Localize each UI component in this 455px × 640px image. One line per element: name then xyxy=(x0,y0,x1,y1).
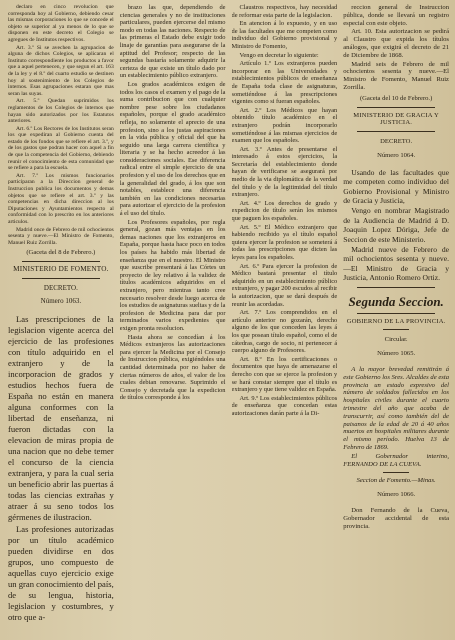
article-paragraph: Art. 7.º Los comprendidos en el artículo anterior no gozarán, derecho alguno de los que conceden las leyes á los que posean título español, como el de cátedras, cargo de socio, ni pertenecer á cuerpo alguno de Profesores. xyxy=(231,309,338,355)
article-paragraph: Vengo en decretar lo siguiente: xyxy=(239,51,319,59)
article-paragraph: Art. 6.º Los Rectores de los Institutos seran los que expediran al Gobierno cuenta del estado de los fondos que se refiere el art. 3.º, y de los gastos que podran hacer con aquel a fin de que la competencia del Gobierno, debiendo reunir el conocimiento de esta comunidad que se refiere a para la escuela. xyxy=(8,125,114,172)
article-paragraph: Don Fernando de la Cueva, Gobernador accidental de esta provincia. xyxy=(343,506,449,530)
document-number: Número 1065. xyxy=(377,350,416,358)
article-paragraph: reccion general de Instruccion pública, donde se llevará un registro especial con este objeto. xyxy=(343,4,449,27)
article-paragraph: Art. 7.º Los mismos funcionarios participaran a la Direccion general de Instruccion publica los documentos y demas objetos que se refiere el art. 3.º y las competencias en dicha direccion al los Diputaciones y Ayuntamientos respecto al conformidad con lo prescrito en los anteriores articulos. xyxy=(8,172,114,225)
article-paragraph: Madrid once de Febrero de mil ochocientos sesenta y nueve.—El Ministro de Fomento, Manuel Ruiz Zorrilla. xyxy=(8,226,114,246)
article-paragraph: Artículo 1.º Los extranjeros pueden incorporar en las Universidades y establecimientos públicos de enseñanza de España toda clase de asignaturas, sometiéndose á las prescripciones vigentes como si fueran españoles. xyxy=(231,60,338,106)
article-paragraph: Art. 5.º Quedan suprimidos los reglamentos de los Colegios de internos que hayan sido autorizados por los Estatutos anteriores. xyxy=(8,98,114,125)
article-paragraph: Los grados académicos exigen de todos los casos el examen y el pago de la suma contribucion que con cualquier nombre pese sobre los ciudadanos españoles, porque el grado académico refleja, no solamente el aprecio de una profesion, sino a los justas aspiraciones en la vida pública y oficial del que ha seguido una larga carrera científica y literaria y se ha hecho acreedor á las consideraciones sociales. Ese diferencia radical entre el simple ejercicio de una profesion y el uso de los derechos que en la generalidad del grado, á los que son notables, establece una diferencia también en las condiciones necesarias para autorizar el ejercicio de la profesion á el uso del título. xyxy=(119,80,226,218)
decree-paragraph: Madrid nueve de Febrero de mil ochocientos sesenta y nueve.—El Ministro de Gracia y Justicia, Antonio Romero Ortiz. xyxy=(343,245,449,283)
column-3 xyxy=(232,4,338,636)
column-2 xyxy=(120,4,226,636)
divider-rule xyxy=(22,278,100,279)
document-number: Número 1066. xyxy=(377,491,416,499)
divider-rule xyxy=(357,287,435,288)
section-title: Segunda Seccion. xyxy=(348,293,444,309)
divider-rule xyxy=(357,313,435,314)
article-paragraph: Art. 4.º Los derechos de grado y expedicion de título serán los mismos que paguen los españoles. xyxy=(231,199,338,223)
ministry-heading: GOBIERNO DE LA PROVINCIA. xyxy=(346,317,446,325)
article-paragraph: Art. 5.º El Médico extranjero que habiendo recibido ya el título español quiera ejercer la profesion se someterá á todas las prescripciones que dicten las leyes para los españoles. xyxy=(231,223,338,261)
article-paragraph: Art. 2.º Los Médicos que hayan obtenido título académico en el extranjero podrán incorporarlo sometiéndose á las mismas ejercicios de examen que los españoles. xyxy=(231,106,338,145)
column-4 xyxy=(343,4,449,636)
subsection-label: Seccion de Fomento.—Minas. xyxy=(356,477,436,485)
column-1 xyxy=(8,4,114,636)
article-paragraph: En atencion á lo expuesto, y en uso de las facultades que me competen como individuo del Gobierno provisional y Ministro de Fomento, xyxy=(231,20,338,50)
circular-paragraph: El Gobernador interino, FERNANDO DE LA CUEVA. xyxy=(343,452,449,468)
article-paragraph: Hasta ahora se concedían á los Médicos extranjeros las autorizaciones para ejercer la Medicina por el Consejo de Instruccion pública, exigiéndoles una cantidad determinada por no haber de ciertas números de años, el valor de los cuales debian renovarse. Suprimido el Consejo y decretada que la expedicion de títulos corresponde á los xyxy=(119,333,226,402)
circular-paragraph: A la mayor brevedad remitirán á este Gobierno los Sres. Alcaldes de esta provincia un estado expresivo del número de soldados fallecidos en los hospitales civiles durante el cuarto trimestre del año que acaba de transcurrir, así como también del de paisanos de la edad de 20 á 40 años muertos en hospitales militares durante el mismo período. Huelva 13 de Febrero de 1869. xyxy=(343,366,449,451)
article-paragraph: Los Profesores españoles, por regla general, gozan más ventajas en los demas naciones que los extranjeros en España, porque hasta hace poco en todos los países ha habido más libertad de enseñanza que en el nuestro. El Ministro que suscribe presentará á las Córtes un proyecto de ley relativo á la validez de títulos académicos adquiridos en el extranjero, pero mientras tanto cree necesario resolver desde luego acerca de los estudios de asignaturas sueltas y de la profesion de Medicina para dar por terminados varios expedientes que exigen pronta resolucion. xyxy=(119,218,226,332)
divider-rule xyxy=(357,131,435,132)
decree-paragraph: Las prescripciones de la legislacion vigente acerca del ejercicio de las profesiones con título adquirido en el extranjero y de la incorporacion de grados y estudios hechos fuera de España no están en manera alguna conformes con la libertad de enseñanza, ni fueron dictadas con la elevacion de miras propia de una nacion que no debe temer el concurso de la ciencia extranjera, y para la cual seria un beneficio abrir las puertas á todas las ciencias extrañas y atraer á su seno todos los gérmenes de ilustracion. xyxy=(8,313,114,522)
decree-paragraph: Vengo en nombrar Magistrado de la Audiencia de Madrid á D. Joaquin Lopez Dóriga, Jefe de Seccion de este Ministerio. xyxy=(343,206,449,244)
document-number: Número 1063. xyxy=(40,297,82,306)
gazette-citation: (Gaceta del 8 de Febrero.) xyxy=(26,249,96,257)
decree-paragraph: Las profesiones autorizadas por un título académico pueden dividirse en dos grupos, uno compuesto de aquellas cuyo ejercicio exige un gran conocimiento del país, de su lengua, historia, legislacion y costumbres, y otro que a- xyxy=(8,523,114,622)
decree-paragraph: Usando de las facultades que me competen como individuo del Gobierno Provisional y Ministro de Gracia y Justicia, xyxy=(343,167,449,205)
article-paragraph: Art. 3.º Antes de presentarse el interesado á estos ejercicios, la Secretaría del establecimiento donde hayan de verificarse se asegurará por medio de la via diplomática de la verdad del título y de la legitimidad del título extranjero. xyxy=(231,145,338,199)
divider-rule xyxy=(383,329,409,330)
article-paragraph: Art. 8.º En los certificaciones o documentos que haya de amenazarse el derecho con que se ejerce la profesion y se hará constar siempre que el título es extranjero y que tiene validez en España. xyxy=(231,355,338,394)
article-paragraph: declaro en cinco revolucion que corresponda hoy al Gobierno, debiendo cesar las mismas corporaciones lo que se concede el objeto se superior al ya menos de lo que se disponen en este decreto el Colegio se agregues de Institutos respectivos. xyxy=(8,4,114,43)
divider-rule xyxy=(383,472,409,473)
article-paragraph: Art. 3.º Si se avechen la agrupacion de alguna de dichos Colegios, se aplicaran el Instituto correspondiente los productos a favor que a aquel pertenecen, y que segun el art. 163 de la ley y el 8.º del cuarto estudio se destinen hoy al sostenimiento de los Colegios de internos. Esas agrupaciones estaran que mas seran las suyas. xyxy=(8,44,114,97)
gazette-citation: (Gaceta del 10 de Febrero.) xyxy=(359,94,433,102)
article-paragraph: Claustros respectivos, hay necesidad de reformar esta parte de la legislacion. xyxy=(231,4,338,19)
document-type-label: DECRETO. xyxy=(43,283,78,292)
article-paragraph: Art. 10. Esta autorizacion se pedirá al Claustro que expida los títulos análogos, que exigirá el decreto de 21 de Diciembre de 1868. xyxy=(343,28,449,59)
document-type-label: Circular. xyxy=(384,336,408,344)
article-paragraph: Art. 6.º Para ejercer la profesion de Médico bastará presentar el título adquirido en un establecimiento público extranjero, y pagar 200 escudos al recibir la autorizacion, que se dará después de reunir las acordadas. xyxy=(231,262,338,308)
ministry-heading: MINISTERIO DE GRACIA Y JUSTICIA. xyxy=(353,111,439,127)
divider-rule xyxy=(357,107,435,108)
ministry-heading: MINISTERIO DE FOMENTO. xyxy=(13,264,109,273)
article-paragraph: Madrid seis de Febrero de mil ochocientos sesenta y nueve.—El Ministro de Fomento, Manuel Ruiz Zorrilla. xyxy=(343,60,449,91)
divider-rule xyxy=(22,261,100,262)
document-number: Número 1064. xyxy=(377,151,416,159)
article-paragraph: brazo las que, dependiendo de ciencias generales y no de instituciones particulares, pueden ejercerse del mismo modo en todas las naciones. Respecto de las primeras el Estado debe exigir todo linaje de garantías para asegurarse de la aptitud del Profesor; respecto de las segundas bastaría solamente adquirir la certeza de que existe un título dado por un establecimiento público extranjero. xyxy=(119,4,226,80)
document-type-label: DECRETO. xyxy=(380,138,413,146)
article-paragraph: Art. 9.º Los establecimientos públicos de enseñanza que concedan estas autorizaciones darán parte á la Di- xyxy=(231,394,338,417)
